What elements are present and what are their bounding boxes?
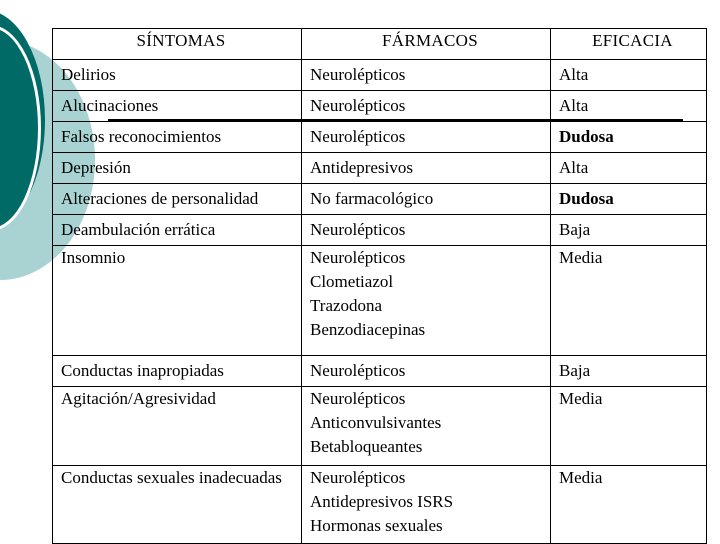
drugs-cell <box>302 153 551 184</box>
efficacy-cell: Media <box>551 246 707 356</box>
table-row <box>53 246 707 356</box>
symptom-cell: Alteraciones de personalidad <box>53 184 302 215</box>
drugs-cell <box>302 60 551 91</box>
drug-name: Clometiazol <box>310 272 394 291</box>
symptom-cell: Conductas sexuales inadecuadas <box>53 466 302 544</box>
symptom-cell: Agitación/Agresividad <box>53 387 302 466</box>
drug-name: Neurolépticos <box>310 96 406 115</box>
efficacy-cell: Dudosa <box>551 122 707 153</box>
drugs-cell <box>302 356 551 387</box>
drug-name: Neurolépticos <box>310 220 406 239</box>
drug-name: Antidepresivos ISRS <box>310 492 454 511</box>
drugs-cell <box>302 215 551 246</box>
table-row <box>53 91 707 122</box>
efficacy-cell: Alta <box>551 91 707 122</box>
efficacy-cell: Alta <box>551 153 707 184</box>
drug-name: Trazodona <box>310 296 383 315</box>
drugs-cell <box>302 122 551 153</box>
drugs-cell <box>302 91 551 122</box>
efficacy-cell: Media <box>551 466 707 544</box>
symptom-cell: Deambulación errática <box>53 215 302 246</box>
table-row <box>53 387 707 466</box>
symptom-cell: Conductas inapropiadas <box>53 356 302 387</box>
drugs-cell <box>302 387 551 466</box>
drug-name: Neurolépticos <box>310 389 406 408</box>
drug-name: Neurolépticos <box>310 468 406 487</box>
symptom-cell: Falsos reconocimientos <box>53 122 302 153</box>
header-symptoms: SÍNTOMAS <box>53 29 302 60</box>
table-row <box>53 60 707 91</box>
horizontal-rule <box>108 119 683 121</box>
table-row <box>53 466 707 544</box>
efficacy-cell: Media <box>551 387 707 466</box>
drug-name: Betabloqueantes <box>310 437 423 456</box>
drug-name: Hormonas sexuales <box>310 516 443 535</box>
drugs-cell <box>302 184 551 215</box>
efficacy-cell: Dudosa <box>551 184 707 215</box>
efficacy-cell: Alta <box>551 60 707 91</box>
table-row <box>53 184 707 215</box>
symptom-cell: Depresión <box>53 153 302 184</box>
table-row <box>53 356 707 387</box>
symptom-cell: Alucinaciones <box>53 91 302 122</box>
drug-name: Anticonvulsivantes <box>310 413 442 432</box>
drug-name: Antidepresivos <box>310 158 413 177</box>
table-row <box>53 215 707 246</box>
header-efficacy: EFICACIA <box>551 29 707 60</box>
symptom-cell: Delirios <box>53 60 302 91</box>
table-header-row <box>53 29 707 60</box>
drug-name: Neurolépticos <box>310 65 406 84</box>
symptoms-drugs-table <box>52 28 707 544</box>
efficacy-cell: Baja <box>551 356 707 387</box>
table-row <box>53 122 707 153</box>
drugs-cell <box>302 246 551 356</box>
drugs-cell <box>302 466 551 544</box>
efficacy-cell: Baja <box>551 215 707 246</box>
drug-name: No farmacológico <box>310 189 434 208</box>
symptom-cell: Insomnio <box>53 246 302 356</box>
table-row <box>53 153 707 184</box>
header-drugs: FÁRMACOS <box>302 29 551 60</box>
drug-name: Benzodiacepinas <box>310 320 426 339</box>
drug-name: Neurolépticos <box>310 127 406 146</box>
drug-name: Neurolépticos <box>310 248 406 267</box>
drug-name: Neurolépticos <box>310 361 406 380</box>
